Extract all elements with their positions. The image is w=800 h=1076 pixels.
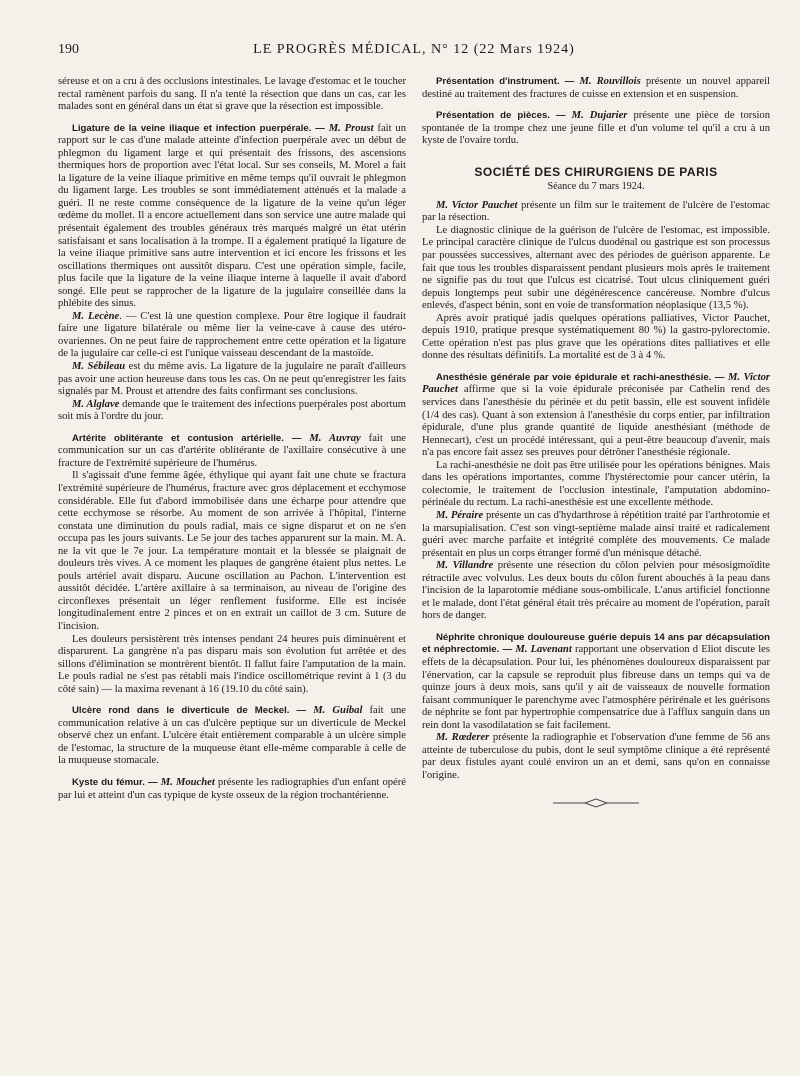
paragraph-text: fait une communication relative à un cas d'ulcère peptique sur un diverticule de Meckel observé chez un enfant. L'ulcère était entièrement comparable à un ulcère simple de l'estomac, la structure de la muqueuse étant elle-même comparable à celle de la muqueuse stomacale. — [58, 705, 406, 767]
paragraph-lead: Anesthésie générale par voie épidurale et rachi-anesthésie. — — [436, 371, 728, 383]
paragraph — [422, 372, 770, 460]
paragraph-text: fait un rapport sur le cas d'une malade atteinte d'infection puerpérale avec un début de phlegmon du ligament large et qui présentait des frissons, des ascensions thermiques hors de proportion avec l'état local. Sur ses conseils, M. Morel a fait la ligature de la veine iliaque primitive en même temps qu'il ouvrait le phlegmon du ligament large. Les troubles se sont immédiatement atténués et la malade a guéri. Il ne reste comme conséquence de la ligature de la veine qu'un léger œdème du mollet. Il a encore actuellement dans son service une autre malade qui présentait également des troubles généraux très marqués malgré un état utérin satisfaisant et sans localisation à la trompe. Il a également pratiqué la ligature de la veine iliaque primitive sans autre intervention et ici encore les frissons et les oscillations thermiques ont aussitôt disparu. C'est une opération simple, facile, plus facile que la ligature de la veine iliaque interne à laquelle il avait d'abord songé. Elle peut se rapprocher de la ligature de la jugulaire conseillée dans la phlébite des sinus. — [58, 122, 406, 310]
paragraph-text: fait une communication sur un cas d'artérite oblitérante de l'axillaire consécutive à une fracture de l'extrémité supérieure de l'humérus. — [58, 432, 406, 469]
paragraph-text: La rachi-anesthésie ne doit pas être utilisée pour les opérations bénignes. Mais dans les opérations importantes, comme l'hystérectomie pour cancer utérin, la colectomie, le traitement de l'occlusion intestinale, l'amputation abdomino-périnéale du rectum. La rachi-anesthésie est une excellente méthode. — [422, 459, 770, 509]
speaker-name: M. Rouvillois — [579, 76, 641, 87]
society-heading: SOCIÉTÉ DES CHIRURGIENS DE PARIS — [474, 164, 718, 179]
paragraph-text: rapportant une observation d Eliot discute les effets de la décapsulation. Pour lui, les phénomènes douloureux disparaissent par l'énervation, car la capsule se reproduit plus fibreuse dans un temps qui va de quinze jours à deux mois, sans qu'il y ait de vaisseaux de nouvelle formation faisant communiquer le parenchyme avec l'atmosphère périrénale et les guérisons de néphrite se font par hypertrophie compensatrice due à l'afflux sanguin dans un rein dont la vasodilatation se fait facilement. — [422, 644, 770, 731]
paragraph — [58, 399, 406, 424]
session-date: Séance du 7 mars 1924. — [547, 181, 645, 193]
ornament-icon — [551, 798, 641, 808]
speaker-name: M. Auvray — [309, 432, 361, 444]
paragraph-lead: Ligature de la veine iliaque et infection puerpérale. — — [72, 122, 329, 134]
right-column-bottom — [422, 200, 770, 783]
paragraph-lead: Présentation d'instrument. — — [436, 76, 580, 87]
paragraph — [58, 311, 406, 361]
paragraph-text: présente la radiographie et l'observation d'une femme de 56 ans atteinte de tuberculose du pubis, dont le seul symptôme clinique a été représenté par deux fistules ayant coulé environ un an et demi, sans qu'on en connaisse l'origine. — [422, 732, 770, 781]
paragraph-lead: Kyste du fémur. — — [72, 776, 161, 788]
right-column — [422, 76, 770, 810]
paragraph — [58, 470, 406, 633]
paragraph — [58, 433, 406, 471]
paragraph-text: présente un film sur le traitement de l'ulcère de l'estomac par la résection. — [422, 199, 770, 224]
speaker-name: M. Victor Pauchet — [422, 371, 770, 396]
paragraph-text: demande que le traitement des infections puerpérales post abortum soit mis à l'ordre du jour. — [58, 398, 406, 423]
speaker-name: M. Mouchet — [160, 776, 215, 788]
paragraph — [58, 705, 406, 768]
paragraph-text: . — C'est là une question complexe. Pour être logique il faudrait faire une ligature bilatérale ou même lier la veine-cave à cause des utéro-ovariennes. On ne peut faire de rapprochement entre cette opération et la ligature de la jugulaire car celle-ci est l'unique vaisseau descendant de la mastoïde. — [58, 310, 407, 360]
speaker-name: M. Dujarier — [571, 110, 628, 122]
paragraph-text: présente un cas d'hydarthrose à répétition traité par l'arthrotomie et la marsupialisation. C'est son vingt-septième malade ainsi traité et radicalement guéri avec marche parfaite et intégrité complète des mouvements. Ce malade présentait en plus un corps étranger formé d'un ménisque détaché. — [422, 509, 770, 559]
running-title: LE PROGRÈS MÉDICAL, N° 12 (22 Mars 1924) — [253, 42, 575, 57]
paragraph-text: Le diagnostic clinique de la guérison de l'ulcère de l'estomac, est impossible. Le principal caractère clinique de l'ulcus duodénal ou gastrique est son processus par poussées successives, alternant avec des périodes de guérison apparente. Le fait que tous les troubles disparaissent pendant plusieurs mois après le traitement ne signifie pas du tout que l'ulcus est cicatrisé. Tout ulcus cliniquement guéri depuis longtemps peut subir une dégénérescence cancéreuse. Nombre d'ulcus enlevés, d'aspect bénin, sont en voie de transformation néoplasique (13,5 %). — [422, 224, 770, 312]
paragraph-lead: Ulcère rond dans le diverticule de Meckel. — — [72, 705, 314, 717]
page-number: 190 — [58, 42, 79, 57]
paragraph — [422, 200, 770, 225]
paragraph-text: Il s'agissait d'une femme âgée, éthylique qui ayant fait une chute se fractura l'extrémité supérieure de l'humérus, fracture avec gros déplacement et ecchymose considérable. Elle fut d'abord immobilisée dans une écharpe pour attendre que cette ecchymose se résorbe. Au moment de son arrivée à l'hôpital, l'interne constata une diminution du pouls radial, mais ce signe disparut et on ne s'en occupa pas les jours suivants. Le 5e jour des taches apparurent sur la main. M. A. ne la vit que le 7e jour. La température montait et la blessée se plaignait de douleurs très vives. A ce moment les plaques de gangrène étaient plus nettes. Le pouls artériel avait disparu. Aucune oscillation au Pachon. L'intervention est aussitôt décidée. L'artère axillaire à sa terminaison, au niveau de l'origine des circonflexes présentait un léger renflement fusiforme. Elle est incisée longitudinalement entre 2 pinces et on en extrait un caillot de 3 cm. Suture de l'incision. — [58, 470, 406, 632]
paragraph — [422, 510, 770, 560]
left-column — [58, 76, 406, 802]
paragraph — [422, 560, 770, 623]
paragraph-text: est du même avis. La ligature de la jugulaire ne paraît d'ailleurs pas avoir une action heureuse dans tous les cas. On ne peut qu'enregistrer les faits signalés par M. Proust et attendre des faits confirmant ses conclusions. — [58, 361, 406, 398]
paragraph-lead: Artérite oblitérante et contusion artérielle. — — [72, 432, 310, 444]
speaker-name: M. Proust — [328, 122, 374, 134]
speaker-name: M. Péraire — [436, 509, 484, 521]
speaker-name: M. Lecène — [72, 310, 120, 322]
paragraph — [422, 225, 770, 313]
paragraph-text: présente une résection du côlon pelvien pour mésosigmoïdite rétractile avec volvulus. Les deux bouts du côlon furent abouchés à la peau dans l'incision de la laparotomie médiane sous-ombilicale. L'anus artificiel fonctionne et le malade, dont l'état général était très précaire au moment de l'opération, paraît hors de danger. — [422, 560, 770, 622]
paragraph-text: Les douleurs persistèrent très intenses pendant 24 heures puis diminuèrent et disparurent. La gangrène n'a pas disparu mais son évolution fut arrêtée et des sillons d'élimination se montrèrent bientôt. Il fallut faire l'amputation de la main. Le pouls radial ne s'est pas rétabli mais l'indice oscillométrique revint à 1 (3 du côté sain) — la maxima revenant à 16 (19.10 du côté sain). — [58, 633, 406, 695]
paragraph — [58, 777, 406, 802]
paragraph — [422, 110, 770, 148]
paragraph — [422, 76, 770, 101]
paragraph-text: séreuse et on a cru à des occlusions intestinales. Le lavage d'estomac et le toucher rectal ramènent parfois du sang. Il n'a tenté la résection que dans un cas, car les malades sont en général dans un état si grave que la résection est impossible. — [58, 76, 406, 113]
right-column-top — [422, 76, 770, 148]
paragraph — [422, 460, 770, 510]
paragraph — [422, 313, 770, 363]
paragraph-text: présente un nouvel appareil destiné au traitement des fractures de cuisse en extension et en suspension. — [422, 76, 770, 100]
speaker-name: M. Sébileau — [72, 361, 126, 373]
speaker-name: M. Victor Pauchet — [436, 199, 518, 211]
speaker-name: M. Lavenant — [515, 644, 572, 656]
paragraph — [422, 632, 770, 732]
end-ornament — [422, 798, 770, 810]
paragraph — [58, 361, 406, 399]
paragraph — [422, 732, 770, 782]
paragraph-text: présente les radiographies d'un enfant opéré par lui et atteint d'un cas typique de kyste osseux de la région trochantérienne. — [58, 776, 406, 801]
paragraph-text: présente une pièce de torsion spontanée de la trompe chez une jeune fille et d'un volume tel qu'il a cru à un kyste de l'ovaire tordu. — [422, 110, 770, 147]
speaker-name: M. Villandre — [436, 560, 494, 572]
paragraph-lead: Néphrite chronique douloureuse guérie depuis 14 ans par décapsulation et néphrectomie. — — [422, 631, 770, 656]
paragraph-text: Après avoir pratiqué jadis quelques opérations palliatives, Victor Pauchet, depuis 1910, pratique presque systématiquement 80 %) la gastro-pylorectomie. Cette opération n'est pas plus grave que les opérations dites palliatives et elle donne des résultats définitifs. La mortalité est de 3 à 4 %. — [422, 312, 770, 362]
paragraph-lead: Présentation de pièces. — — [436, 110, 572, 122]
paragraph-text: affirme que si la voie épidurale préconisée par Cathelin rend des services dans l'anesthésie du périnée et du petit bassin, elle est souvent infidèle (1/4 des cas). Quant à son extension à l'anesthésie du corps entier, par infiltration épidurale, d'une plus grande quantité de liquide anesthésiant (méthode de Hennecart), c'est un procédé intéressant, qui a peut-être beaucoup d'avenir, mais n'a pas encore fait assez ses preuves pour détrôner l'anesthésie régionale. — [422, 384, 770, 459]
speaker-name: M. Guibal — [313, 705, 363, 717]
paragraph — [58, 76, 406, 114]
speaker-name: M. Alglave — [72, 398, 120, 410]
paragraph — [58, 123, 406, 311]
page-header — [58, 40, 770, 62]
paragraph — [58, 634, 406, 697]
speaker-name: M. Rœderer — [436, 732, 490, 744]
